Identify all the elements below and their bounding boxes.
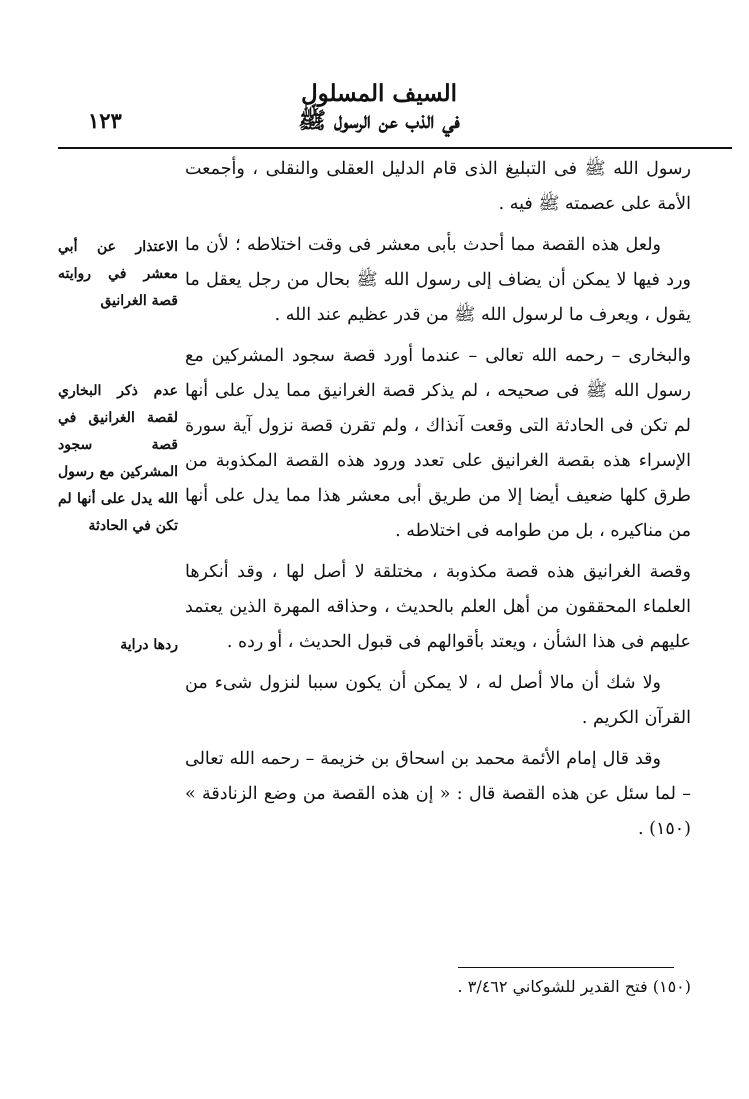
paragraph-2: ولعل هذه القصة مما أحدث بأبى معشر فى وقت اختلاطه ؛ لأن ما ورد فيها لا يمكن أن يضاف إلى رسول الله ﷺ بحال من رجل يعقل ما يقول ، ويعرف ما لرسول الله ﷺ من قدر عظيم عند الله .	[185, 235, 691, 325]
margin-note-2: عدم ذكر البخاري لقصة الغرانيق في قصة سجود المشركين مع رسول الله يدل على أنها لم تكن في الحادثة	[58, 383, 178, 534]
margin-note-1: الاعتذار عن أبي معشر في روايته قصة الغرانيق	[58, 239, 178, 309]
header-rule	[58, 147, 732, 149]
paragraph-4: وقصة الغرانيق هذه قصة مكذوبة ، مختلقة لا أصل لها ، وقد أنكرها العلماء المحققون من أهل العلم بالحديث ، وحذاقه المهرة الذين يعتمد عليهم فى هذا الشأن ، ويعتد بأقوالهم فى قبول الحديث ، أو رده .	[185, 562, 691, 652]
paragraph-3: والبخارى – رحمه الله تعالى – عندما أورد قصة سجود المشركين مع رسول الله ﷺ فى صحيحه ، لم يذكر قصة الغرانيق مما يدل على أنها لم تكن فى الحادثة التى وقعت آنذاك ، ولم تقرن قصة نزول آية سورة الإسراء هذه بقصة الغرانيق على تعدد ورود هذه القصة المكذوبة من طرق كلها ضعيف أيضا إلا من طريق أبى معشر هذا مما يدل على أنها من مناكيره ، بل من طوامه فى اختلاطه .	[185, 346, 691, 541]
page-number: ١٢٣	[88, 108, 122, 133]
main-text	[185, 152, 691, 853]
footnote-rule	[458, 967, 674, 968]
book-title	[264, 80, 494, 134]
book-title-line-2: في الذب عن الرسول ﷺ	[298, 107, 460, 134]
footnote: (١٥٠) فتح القدير للشوكاني ٣/٤٦٢ .	[457, 977, 691, 996]
paragraph-1: رسول الله ﷺ فى التبليغ الذى قام الدليل العقلى والنقلى ، وأجمعت الأمة على عصمته ﷺ فيه .	[185, 159, 691, 214]
book-title-line-1: السيف المسلول	[300, 80, 458, 107]
paragraph-6: وقد قال إمام الأئمة محمد بن اسحاق بن خزيمة – رحمه الله تعالى – لما سئل عن هذه القصة قال : « إن هذه القصة من وضع الزنادقة » (١٥٠) .	[185, 749, 691, 839]
margin-note-3: ردها دراية	[120, 637, 178, 653]
paragraph-5: ولا شك أن مالا أصل له ، لا يمكن أن يكون سببا لنزول شىء من القرآن الكريم .	[185, 673, 691, 728]
